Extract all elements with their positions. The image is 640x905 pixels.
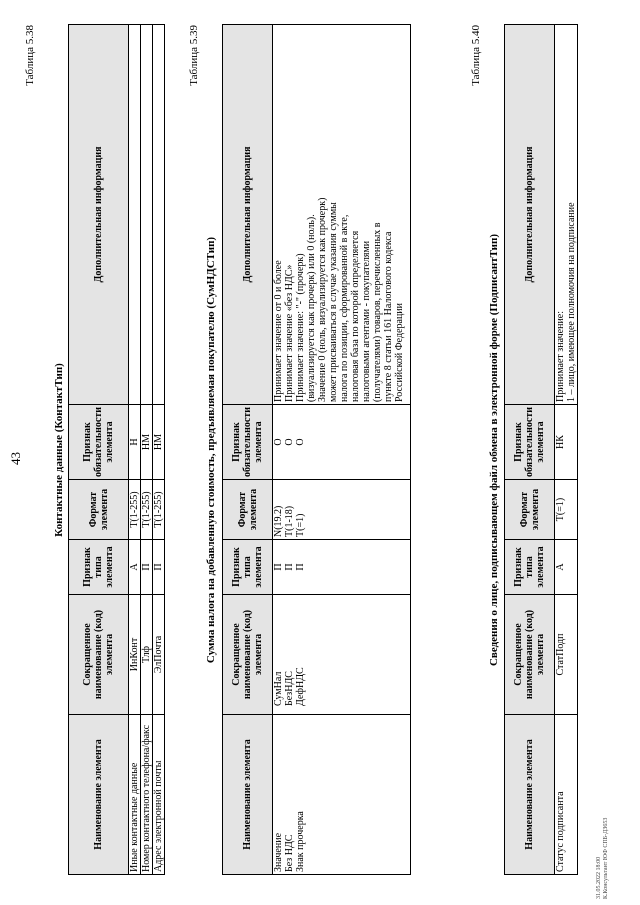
header-element-code: Сокращенное наименование (код) элемента (505, 595, 555, 715)
cell-format: T(1-255) (141, 480, 153, 540)
cell-name: Статус подписанта (555, 715, 578, 875)
cell-line: 1 – лицо, имеющее полномочия на подписание (566, 202, 577, 402)
cell-line: Принимает значение «без НДС» (284, 264, 295, 402)
header-additional-info: Дополнительная информация (69, 25, 129, 405)
cell-name: Иные контактные данные (129, 715, 141, 875)
cell-info (555, 25, 578, 405)
cell-line: Значение 0 (ноль, визуализируется как прочерк) (317, 197, 328, 402)
cell-line: налоговая база по которой определяется (350, 230, 361, 402)
cell-line: Без НДС (284, 834, 295, 872)
cell-name (273, 715, 411, 875)
table-number-5-38: Таблица 5.38 (24, 25, 36, 86)
cell-line: П (295, 563, 306, 571)
header-element-code: Сокращенное наименование (код) элемента (69, 595, 129, 715)
cell-line: T(1-18) (284, 505, 295, 537)
header-element-format: Формат элемента (505, 480, 555, 540)
cell-line: налоговыми агентами - покупателями (361, 240, 372, 402)
header-element-type: Признак типа элемента (69, 540, 129, 595)
header-additional-info: Дополнительная информация (505, 25, 555, 405)
cell-format (273, 480, 411, 540)
cell-line: О (295, 438, 306, 446)
header-element-type: Признак типа элемента (223, 540, 273, 595)
cell-line: Принимает значение: "-" (прочерк) (295, 253, 306, 402)
cell-line: СумНал (273, 671, 284, 706)
table-row (555, 25, 578, 875)
cell-info (129, 25, 141, 405)
cell-format: T(=1) (555, 480, 578, 540)
header-element-code: Сокращенное наименование (код) элемента (223, 595, 273, 715)
cell-line: П (284, 563, 295, 571)
cell-required: Н (129, 405, 141, 480)
table-title-5-40: Сведения о лице, подписывающем файл обмена в электронной форме (ПодписантТип) (488, 233, 500, 667)
table-number-5-40: Таблица 5.40 (470, 25, 482, 86)
header-element-name: Наименование элемента (223, 715, 273, 875)
cell-required: НМ (141, 405, 153, 480)
cell-line: О (284, 438, 295, 446)
cell-code: СтатПодп (555, 595, 578, 715)
cell-line: О (273, 438, 284, 446)
table-row (129, 25, 141, 875)
cell-type: А (555, 540, 578, 595)
table-5-39 (222, 24, 411, 875)
cell-format: T(1-255) (129, 480, 141, 540)
table-title-5-38: Контактные данные (КонтактТип) (53, 363, 65, 537)
cell-line: налога по позиции, сформированной в акте, (339, 214, 350, 402)
cell-line: (получателями) товаров, перечисленных в (372, 222, 383, 402)
cell-code: ИнКонт (129, 595, 141, 715)
table-5-38 (68, 24, 165, 875)
cell-line: Значение (273, 832, 284, 872)
cell-line: Принимает значение от 0 и более (273, 260, 284, 402)
cell-code: ЭлПочта (153, 595, 165, 715)
header-element-required: Признак обязательности элемента (69, 405, 129, 480)
stamp-source: К.Консультант ЮФ СПБ-ДЗ653 (603, 817, 609, 899)
table-title-5-39: Сумма налога на добавленную стоимость, предъявляемая покупателю (СумНДСТип) (205, 236, 217, 664)
cell-line: N(19.2) (273, 505, 284, 537)
cell-type: А (129, 540, 141, 595)
cell-line: (визуализируется как прочерк) или 0 (ноль). (306, 214, 317, 402)
header-element-name: Наименование элемента (505, 715, 555, 875)
table-row (141, 25, 153, 875)
cell-name: Адрес электронной почты (153, 715, 165, 875)
cell-code (273, 595, 411, 715)
table-row (273, 25, 411, 875)
header-additional-info: Дополнительная информация (223, 25, 273, 405)
table-header-row (69, 25, 129, 875)
cell-info (273, 25, 411, 405)
table-number-5-39: Таблица 5.39 (188, 25, 200, 86)
cell-line: ДефНДС (295, 667, 306, 706)
cell-info (141, 25, 153, 405)
cell-format: T(1-255) (153, 480, 165, 540)
consultant-stamp (596, 818, 610, 899)
table-5-40 (504, 24, 578, 875)
cell-line: пункте 8 статьи 161 Налогового кодекса (383, 231, 394, 402)
cell-line: П (273, 563, 284, 571)
cell-required (273, 405, 411, 480)
cell-name: Номер контактного телефона/факс (141, 715, 153, 875)
cell-code: Тлф (141, 595, 153, 715)
cell-line: Российской Федерации (394, 302, 405, 402)
header-element-required: Признак обязательности элемента (505, 405, 555, 480)
table-row (153, 25, 165, 875)
cell-line: БезНДС (284, 671, 295, 706)
table-header-row (223, 25, 273, 875)
cell-line: может присваиваться в случае указания суммы (328, 202, 339, 402)
table-header-row (505, 25, 555, 875)
cell-required: НМ (153, 405, 165, 480)
header-element-format: Формат элемента (69, 480, 129, 540)
stamp-date: 31.05.2022 18:00 (596, 856, 602, 899)
header-element-type: Признак типа элемента (505, 540, 555, 595)
cell-type: П (141, 540, 153, 595)
cell-line: Принимает значение: (555, 310, 566, 402)
cell-line: Знак прочерка (295, 811, 306, 872)
cell-required: НК (555, 405, 578, 480)
cell-type: П (153, 540, 165, 595)
header-element-name: Наименование элемента (69, 715, 129, 875)
cell-line: T(=1) (295, 513, 306, 537)
cell-type (273, 540, 411, 595)
cell-info (153, 25, 165, 405)
page-number: 43 (8, 452, 23, 465)
header-element-format: Формат элемента (223, 480, 273, 540)
header-element-required: Признак обязательности элемента (223, 405, 273, 480)
